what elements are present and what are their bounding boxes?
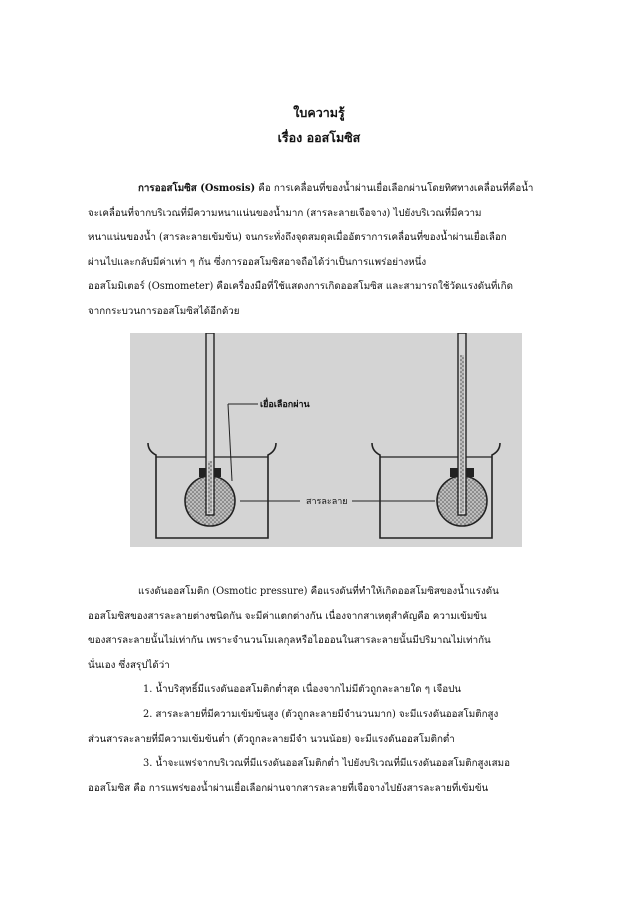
pressure-line-2: ออสโมซิสของสารละลายต่างชนิดกัน จะมีค่าแตกต่างกัน เนื่องจากสาเหตุสำคัญคือ ความเข้มข้น [88,610,487,622]
osmometer-diagram [130,333,522,547]
intro-line-2: จะเคลื่อนที่จากบริเวณที่มีความหนาแน่นของน้ำมาก (สารละลายเจือจาง) ไปยังบริเวณที่มีความ [88,207,482,219]
intro-line-5: ออสโมมิเตอร์ (Osmometer) คือเครื่องมือที่ใช้แสดงการเกิดออสโมซิส และสามารถใช้วัดแรงดันที่เกิด [88,281,513,293]
tube-liquid-left [208,461,212,513]
tube-liquid-right [460,355,464,513]
intro-paragraph [88,177,563,325]
term-osmosis: การออสโมซิส (Osmosis) [138,183,256,194]
intro-line-1 [88,177,563,202]
pressure-line-4: นั่นเอง ซึ่งสรุปได้ว่า [88,659,170,671]
pressure-line-3: ของสารละลายนั้นไม่เท่ากัน เพราะจำนวนโมเลกุลหรือไอออนในสารละลายนั้นมีปริมาณไม่เท่ากัน [88,635,491,647]
summary-item-1: 1. น้ำบริสุทธิ์มีแรงดันออสโมติกต่ำสุด เนื่องจากไม่มีตัวถูกละลายใด ๆ เจือปน [143,684,462,696]
pressure-paragraph [88,580,563,801]
summary-item-2: 2. สารละลายที่มีความเข้มข้นสูง (ตัวถูกละลายมีจำนวนมาก) จะมีแรงดันออสโมติกสูง [143,708,499,720]
intro-line-4: ผ่านไปและกลับมีค่าเท่า ๆ กัน ซึ่งการออสโมซิสอาจถือได้ว่าเป็นการแพร่อย่างหนึ่ง [88,256,427,268]
page-title: ใบความรู้ [293,105,345,120]
intro-line-3: หนาแน่นของน้ำ (สารละลายเข้มข้น) จนกระทั่งถึงจุดสมดุลเมื่ออัตราการเคลื่อนที่ของน้ำผ่านเยื่อเลือก [88,232,507,244]
intro-line-1-text: คือ การเคลื่อนที่ของน้ำผ่านเยื่อเลือกผ่านโดยทิศทางเคลื่อนที่คือน้ำ [255,183,534,194]
membrane-label: เยื่อเลือกผ่าน [260,400,310,410]
page-subtitle: เรื่อง ออสโมซิส [277,130,361,145]
summary-item-3: 3. น้ำจะแพร่จากบริเวณที่มีแรงดันออสโมติกต่ำ ไปยังบริเวณที่มีแรงดันออสโมติกสูงเสมอ [143,758,510,770]
pressure-line-1: แรงดันออสโมติก (Osmotic pressure) คือแรงดันที่ทำให้เกิดออสโมซิสของน้ำแรงดัน [138,586,499,597]
summary-item-2-cont: ส่วนสารละลายที่มีความเข้มข้นต่ำ (ตัวถูกละลายมีจำ นวนน้อย) จะมีแรงดันออสโมติกต่ำ [88,733,455,745]
solution-label: สารละลาย [306,497,348,507]
summary-item-3-cont: ออสโมซิส คือ การแพร่ของน้ำผ่านเยื่อเลือกผ่านจากสารละลายที่เจือจางไปยังสารละลายที่เข้มข้น [88,782,489,794]
intro-line-6: จากกระบวนการออสโมซิสได้อีกด้วย [88,305,240,317]
